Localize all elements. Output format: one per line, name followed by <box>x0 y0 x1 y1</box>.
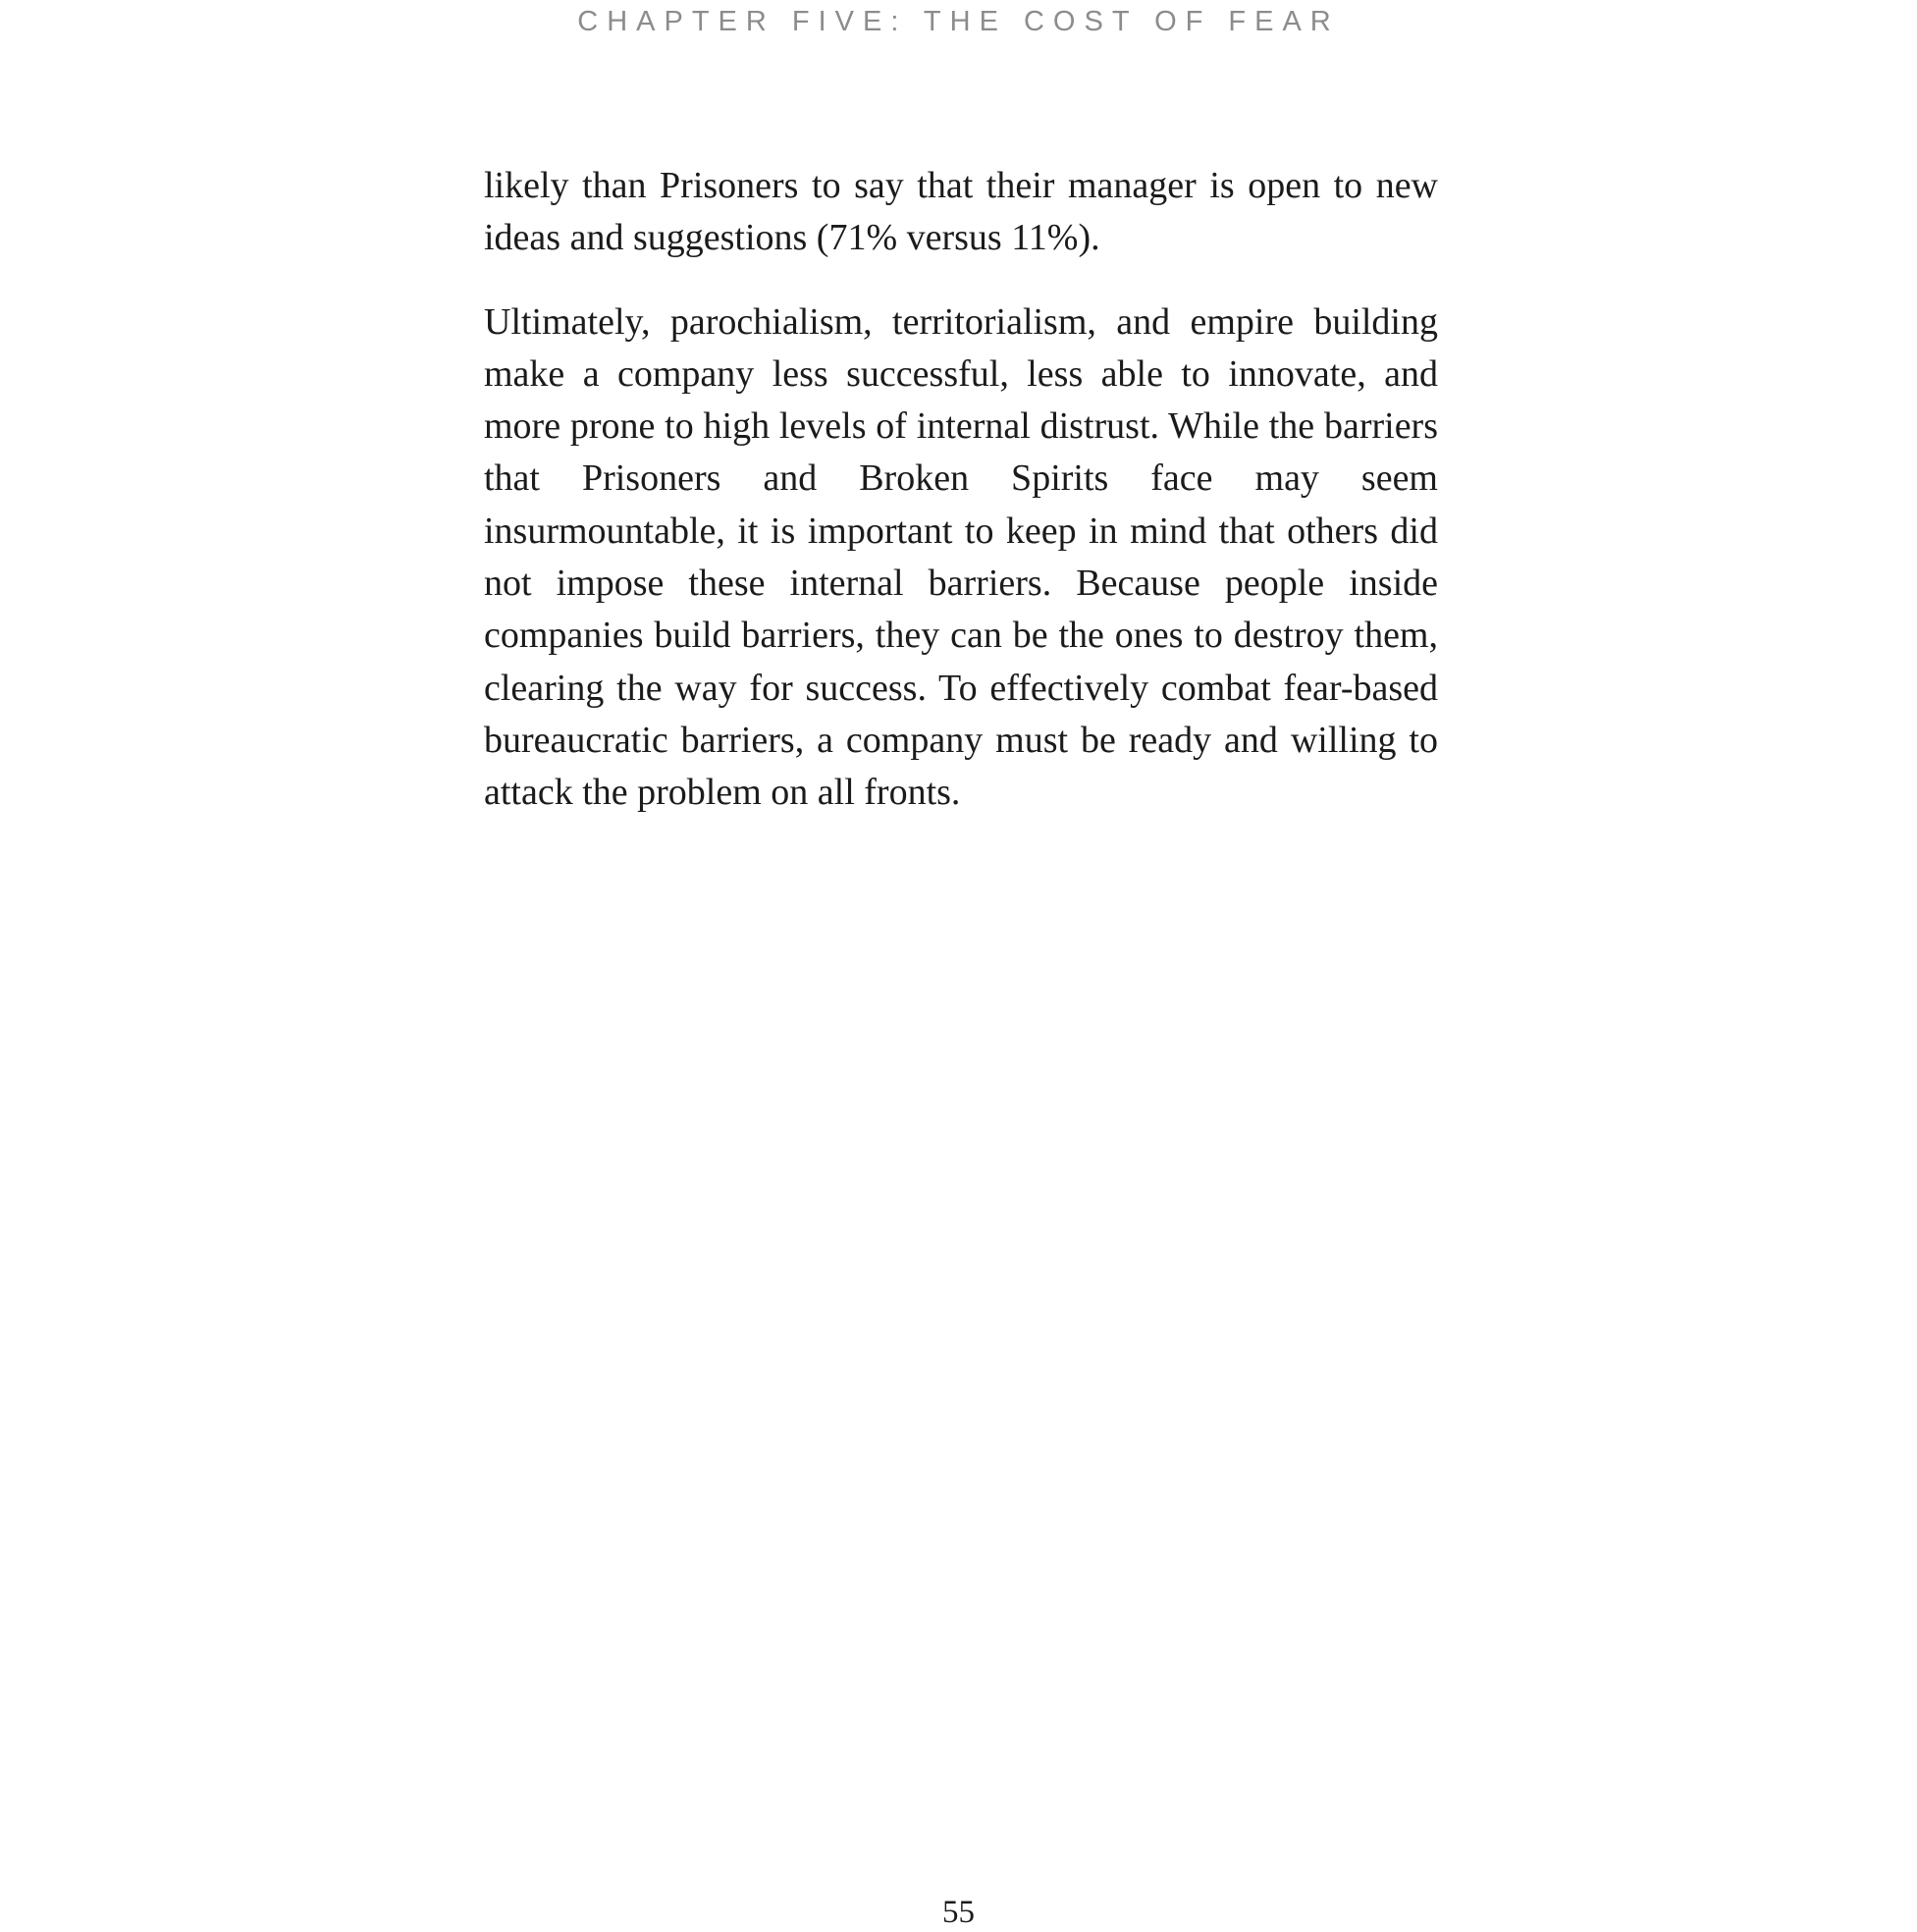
page-number: 55 <box>942 1895 975 1930</box>
paragraph: Ultimately, parochialism, territorialism, and empire building make a company less successful, less able to innovate, and more prone to high levels of internal distrust. While the barriers that Prisoners and Broken Spirits face may seem insurmountable, it is important to keep in mind that others did not impose these internal barriers. Because people inside companies build barriers, they can be the ones to destroy them, clearing the way for success. To effectively combat fear-based bureaucratic barriers, a company must be ready and willing to attack the problem on all fronts. <box>484 300 1438 814</box>
running-head: CHAPTER FIVE: THE COST OF FEAR <box>577 6 1340 37</box>
paragraph-continued: likely than Prisoners to say that their manager is open to new ideas and suggestions (71% versus 11%). <box>484 165 1438 259</box>
body-text <box>484 160 1438 820</box>
